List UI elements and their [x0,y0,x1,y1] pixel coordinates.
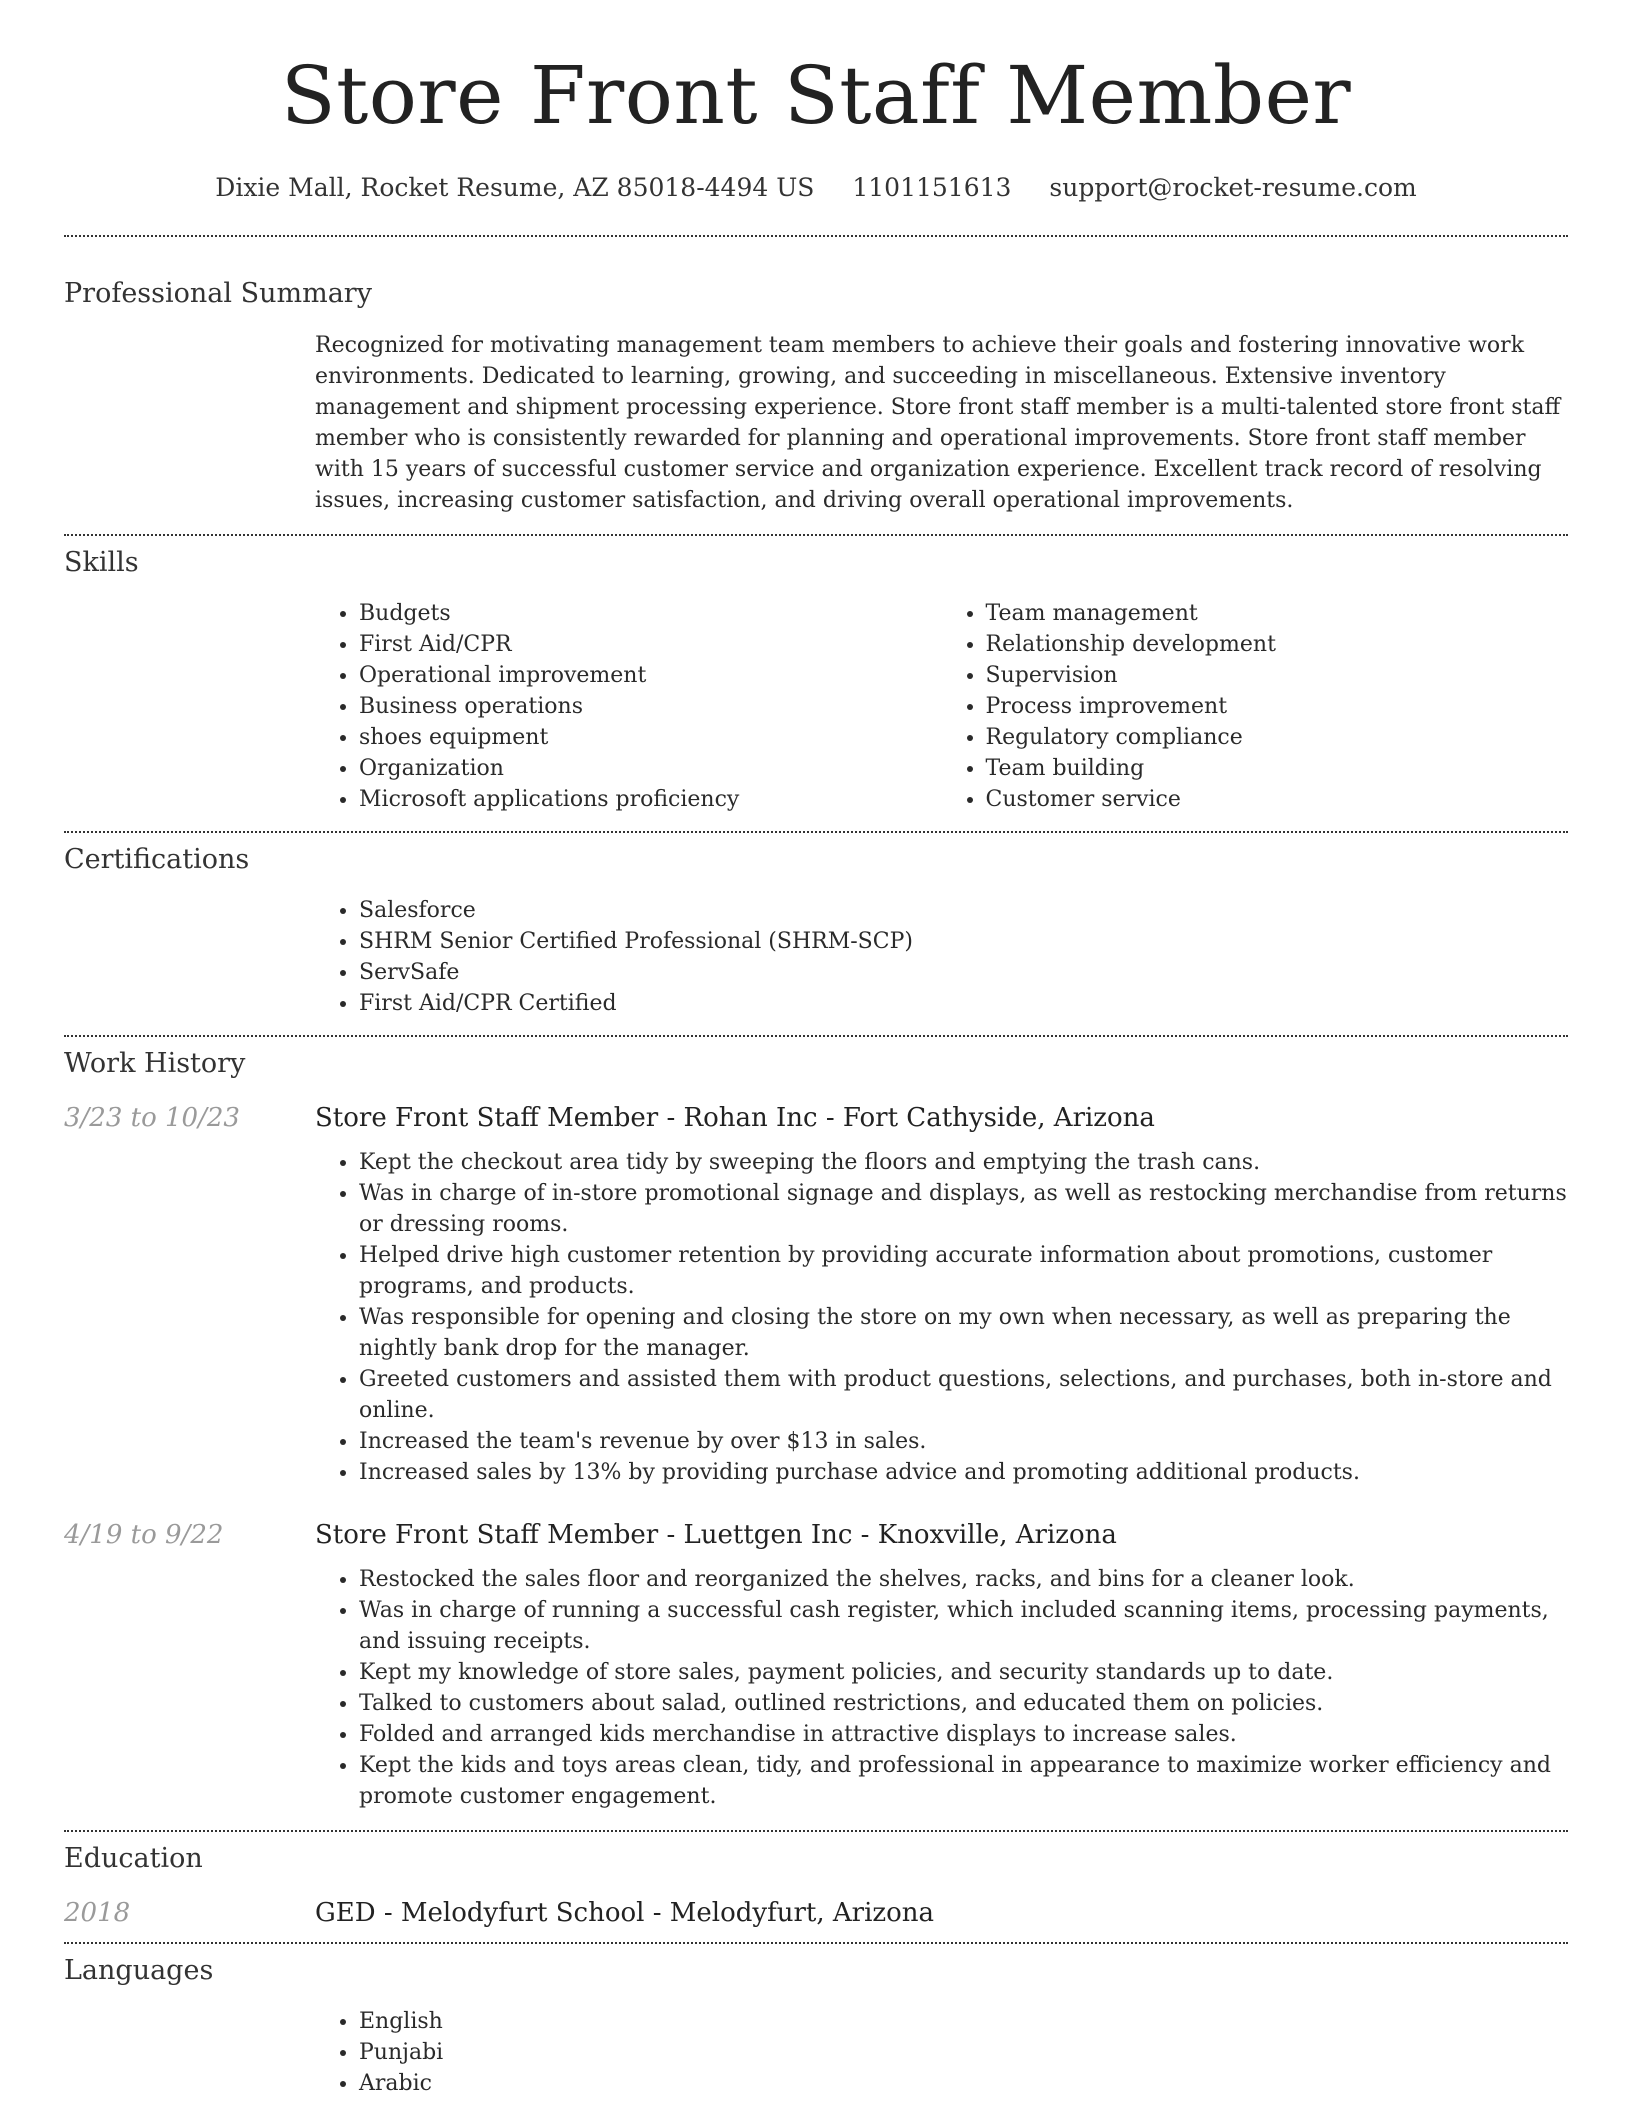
job-bullet: • Kept the kids and toys areas clean, tidy, and professional in appearance to maximize worker efficiency and promote customer engagement. [359,1750,1568,1812]
job-bullet: • Restocked the sales floor and reorganized the shelves, racks, and bins for a cleaner look. [359,1564,1568,1595]
divider [64,1830,1568,1832]
skill-item: • Team management [986,598,1569,629]
languages-section [64,1954,1568,2099]
contact-phone: 1101151613 [852,173,1012,202]
job-bullet: • Increased the team's revenue by over $13 in sales. [359,1426,1568,1457]
skill-item: • shoes equipment [359,722,942,753]
job-heading: Store Front Staff Member - Luettgen Inc - Knoxville, Arizona [315,1520,1117,1550]
job-bullet: • Was in charge of running a successful cash register, which included scanning items, processing payments, and issuing receipts. [359,1595,1568,1657]
job-bullet: • Was in charge of in-store promotional signage and displays, as well as restocking merchandise from returns or dressing rooms. [359,1178,1568,1240]
certification-item: • ServSafe [359,957,1568,988]
education-year: 2018 [64,1898,131,1928]
languages-title: Languages [64,1955,214,1986]
skill-item: • Organization [359,753,942,784]
languages-content [315,2006,1568,2099]
job-entry [64,1103,1568,1488]
skills-title: Skills [64,547,139,578]
skill-item: • Microsoft applications proficiency [359,784,942,815]
skill-item: • Process improvement [986,691,1569,722]
contact-line [64,170,1568,206]
summary-section [64,277,1568,516]
job-bullets [315,1564,1568,1812]
divider [64,831,1568,833]
divider [64,235,1568,237]
job-header [64,1520,1568,1550]
job-bullet-list [315,1564,1568,1812]
job-entry [64,1520,1568,1812]
job-header [64,1103,1568,1133]
resume-name: Store Front Staff Member [280,49,1352,142]
job-bullet: • Was responsible for opening and closing the store on my own when necessary, as well as preparing the nightly bank drop for the manager. [359,1302,1568,1364]
skill-item: • Regulatory compliance [986,722,1569,753]
contact-address: Dixie Mall, Rocket Resume, AZ 85018-4494 US [215,173,815,202]
education-title: Education [64,1843,203,1874]
education-section [64,1842,1568,1928]
skill-item: • First Aid/CPR [359,629,942,660]
job-bullet-list [315,1147,1568,1488]
contact-email: support@rocket-resume.com [1049,173,1417,202]
skill-item: • Operational improvement [359,660,942,691]
education-entry [64,1898,1568,1928]
certification-item: • Salesforce [359,895,1568,926]
work-title: Work History [64,1048,246,1079]
certifications-section [64,843,1568,1019]
job-bullets [315,1147,1568,1488]
certification-item: • First Aid/CPR Certified [359,988,1568,1019]
divider [64,1035,1568,1037]
divider [64,1942,1568,1944]
job-dates: 4/19 to 9/22 [64,1520,224,1550]
certifications-title: Certifications [64,844,250,875]
skills-right-column [942,598,1569,815]
skill-item: • Business operations [359,691,942,722]
skill-item: • Relationship development [986,629,1569,660]
skills-list [315,598,1568,815]
language-item: • English [359,2006,1568,2037]
education-heading: GED - Melodyfurt School - Melodyfurt, Arizona [315,1898,934,1928]
certifications-list [315,895,1568,1019]
resume-page [64,0,1568,2099]
summary-text: Recognized for motivating management team members to achieve their goals and fostering innovative work environments. Dedicated to learning, growing, and succeeding in miscellaneous. Extensive inventory management and shipment processing experience. Store front staff member is a multi-talented store front staff member who is consistently rewarded for planning and operational improvements. Store front staff member with 15 years of successful customer service and organization experience. Excellent track record of resolving issues, increasing customer satisfaction, and driving overall operational improvements. [315,333,1561,513]
certification-item: • SHRM Senior Certified Professional (SHRM-SCP) [359,926,1568,957]
summary-title: Professional Summary [64,278,372,309]
job-heading: Store Front Staff Member - Rohan Inc - Fort Cathyside, Arizona [315,1103,1155,1133]
job-bullet: • Kept my knowledge of store sales, payment policies, and security standards up to date. [359,1657,1568,1688]
skill-item: • Customer service [986,784,1569,815]
languages-list [315,2006,1568,2099]
certifications-content [315,895,1568,1019]
job-bullet: • Talked to customers about salad, outlined restrictions, and educated them on policies. [359,1688,1568,1719]
skills-section [64,546,1568,815]
job-bullet: • Greeted customers and assisted them with product questions, selections, and purchases, both in-store and online. [359,1364,1568,1426]
skill-item: • Supervision [986,660,1569,691]
language-item: • Punjabi [359,2037,1568,2068]
job-dates: 3/23 to 10/23 [64,1103,240,1133]
work-section [64,1047,1568,1812]
skill-item: • Team building [986,753,1569,784]
skill-item: • Budgets [359,598,942,629]
job-bullet: • Increased sales by 13% by providing purchase advice and promoting additional products. [359,1457,1568,1488]
job-bullet: • Helped drive high customer retention by providing accurate information about promotions, customer programs, and products. [359,1240,1568,1302]
job-bullet: • Kept the checkout area tidy by sweeping the floors and emptying the trash cans. [359,1147,1568,1178]
job-bullet: • Folded and arranged kids merchandise in attractive displays to increase sales. [359,1719,1568,1750]
language-item: • Arabic [359,2068,1568,2099]
skills-left-column [315,598,942,815]
divider [64,534,1568,536]
